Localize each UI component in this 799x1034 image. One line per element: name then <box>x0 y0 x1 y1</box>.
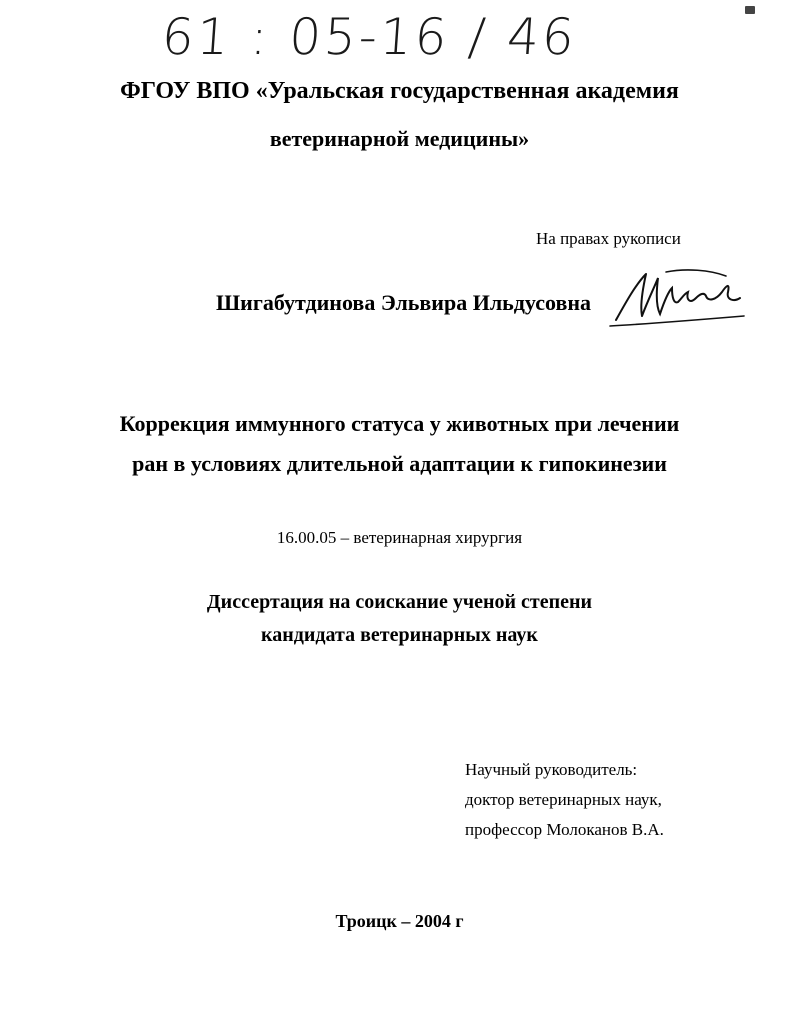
institution-line-2: ветеринарной медицины» <box>269 126 530 151</box>
thesis-title-line-2: ран в условиях длительной адаптации к гипокинезии <box>132 451 667 476</box>
city-year: Троицк – 2004 г <box>335 911 464 931</box>
author-name: Шигабутдинова Эльвира Ильдусовна <box>216 290 592 315</box>
scan-mark <box>745 6 755 14</box>
advisor-name: профессор Молоканов В.А. <box>465 820 664 839</box>
advisor-role: Научный руководитель: <box>465 760 638 779</box>
institution-line-1: ФГОУ ВПО «Уральская государственная академия <box>120 78 679 104</box>
degree-line-2: кандидата ветеринарных наук <box>261 624 538 646</box>
degree-line-1: Диссертация на соискание ученой степени <box>206 591 593 613</box>
thesis-title-line-1: Коррекция иммунного статуса у животных при лечении <box>119 411 680 436</box>
specialty-code: 16.00.05 – ветеринарная хирургия <box>276 528 523 547</box>
manuscript-note: На правах рукописи <box>536 229 681 248</box>
signature-icon <box>606 262 746 334</box>
advisor-degree: доктор ветеринарных наук, <box>465 790 662 809</box>
archive-number: 61 : 05-16 / 46 <box>159 8 579 66</box>
